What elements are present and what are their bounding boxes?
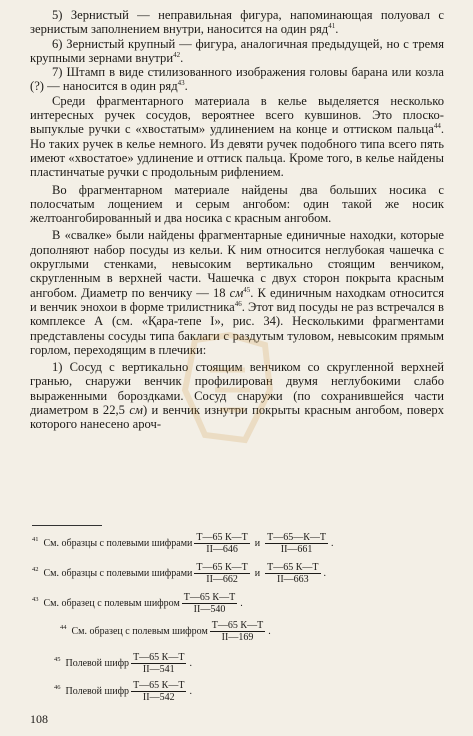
fraction-top: Т—65 К—Т (183, 592, 236, 603)
footnote-number: 43 (32, 596, 39, 603)
footnote-end: . (323, 568, 327, 579)
page-number: 108 (30, 712, 48, 726)
unit-text: см (229, 285, 244, 300)
footnote-label: Полевой шифр (65, 658, 130, 669)
fraction-top: Т—65—К—Т (267, 532, 327, 543)
footnote-43 (32, 592, 243, 615)
field-code-fraction (194, 532, 249, 555)
field-code-fraction (210, 620, 265, 643)
footnote-number: 44 (60, 624, 67, 631)
paragraph-text: 1) Сосуд с вертикально стоящим венчиком со скругленной верхней гранью, снаружи венчик профилирован двумя неглубокими слабо выраженными бороздками. Сосуд снаружи (по сохранившейся части диаметром в 22,5 (30, 360, 444, 418)
footnote-number: 42 (32, 566, 39, 573)
fraction-top: Т—65 К—Т (133, 652, 185, 663)
fraction-bottom: II—646 (206, 544, 238, 555)
field-code-fraction (265, 562, 320, 585)
paragraph-tail: . (184, 79, 188, 94)
footnote-conjunction: и (254, 538, 261, 549)
footnote-end: . (268, 626, 271, 637)
paragraph-tail: . Но таких ручек в келье немного. Из девяти ручек подобного типа всего пять имеют «хвостатое» удлинение и оттиск пальца. Кроме того, в келье найдены пластинчатые ручки с продольным рифлением. (30, 122, 444, 180)
footnote-divider (32, 525, 102, 526)
paragraph-text: 5) Зернистый — неправильная фигура, напоминающая полуовал с зернистым заполнением внутри, наносится на один ряд (30, 8, 444, 37)
footnote-end: . (189, 686, 192, 697)
footnote-number: 45 (54, 656, 61, 663)
footnote-label: См. образец с полевым шифром (43, 598, 180, 609)
paragraph-tail: . К единичным находкам относится и венчик энохои в форме трилистника (30, 285, 444, 314)
field-code-fraction (194, 562, 249, 585)
footnote-46 (54, 680, 192, 703)
footnote-end: . (189, 658, 192, 669)
footnote-end: . (240, 598, 243, 609)
fraction-top: Т—65 К—Т (211, 620, 264, 631)
footnote-number: 41 (32, 536, 39, 543)
field-code-fraction (265, 532, 328, 555)
fraction-bottom: II—663 (277, 574, 309, 585)
paragraph-tail: . Этот вид посуды не раз встречался в комплексе А (см. «Қара-тепе I», рис. 34). Несколькими фрагментами представлены сосуды типа баклаги с раздутым туловом, невысоким прямым горлом, переходящим в плечики: (30, 299, 445, 357)
footnote-ref: 45 (243, 285, 251, 294)
footnote-conjunction: и (254, 568, 261, 579)
paragraph-item-7 (30, 65, 444, 94)
footnote-ref: 43 (177, 79, 185, 88)
footnote-number: 46 (54, 684, 61, 691)
fraction-bottom: II—540 (193, 604, 226, 615)
field-code-fraction (182, 592, 237, 615)
unit-text: см (129, 403, 143, 418)
field-code-fraction (131, 680, 186, 703)
paragraph-handles (30, 94, 444, 180)
paragraph-dump-finds (30, 228, 444, 357)
paragraph-spouts (30, 183, 444, 226)
paragraph-text: В «свалке» были найдены фрагментарные единичные находки, которые дополняют набор посуды из кельи. К ним относится неглубокая чашечка с округлыми стенками, невысоким вертикально стоящим венчиком, скругленным в верхней части. Чашечка с двух сторон покрыта красным ангобом. Диаметр по венчику — 18 (30, 228, 444, 300)
paragraph-item-5 (30, 8, 444, 37)
fraction-bottom: II—169 (221, 632, 254, 643)
footnote-ref: 44 (433, 122, 441, 131)
paragraph-text: 7) Штамп в виде стилизованного изображения головы барана или козла (?) — наносится в один ряд (30, 65, 444, 94)
footnote-42 (32, 562, 326, 585)
fraction-bottom: II—542 (142, 692, 175, 703)
footnote-ref: 46 (234, 299, 242, 308)
footnote-ref: 41 (328, 22, 336, 31)
paragraph-vessel-1 (30, 360, 444, 431)
fraction-top: Т—65 К—Т (196, 562, 248, 573)
footnote-ref: 42 (173, 50, 181, 59)
fraction-bottom: II—662 (206, 574, 238, 585)
fraction-top: Т—65 К—Т (133, 680, 185, 691)
paragraph-tail: . (335, 22, 339, 37)
footnote-label: Полевой шифр (65, 686, 130, 697)
footnote-label: См. образцы с полевыми шифрами (43, 538, 193, 549)
paragraph-text: 6) Зернистый крупный — фигура, аналогичная предыдущей, но с тремя крупными зернами внутри (30, 36, 444, 65)
field-code-fraction (131, 652, 186, 675)
footnote-45 (54, 652, 192, 675)
footnote-label: См. образцы с полевыми шифрами (43, 568, 193, 579)
fraction-bottom: II—541 (142, 664, 175, 675)
footnote-41 (32, 532, 334, 555)
fraction-bottom: II—661 (280, 544, 313, 555)
fraction-top: Т—65 К—Т (267, 562, 319, 573)
footnote-44 (60, 620, 271, 643)
paragraph-text: Во фрагментарном материале найдены два больших носика с полосчатым лощением и серым ангобом: один такой же носик желтоангобированный и два носика с красным ангобом. (30, 182, 444, 226)
footnote-label: См. образец с полевым шифром (71, 626, 208, 637)
paragraph-text: Среди фрагментарного материала в келье выделяется несколько интересных ручек сосудов, вероятнее всего кувшинов. Это плоско-выпуклые ручки с «хвостатым» удлинением на конце и оттиском пальца (30, 93, 444, 137)
footnote-end: . (331, 538, 334, 549)
paragraph-item-6 (30, 37, 444, 66)
main-text (30, 8, 444, 432)
paragraph-tail: ) и венчик изнутри покрыты красным ангобом, поверх которого нанесено ароч- (30, 403, 444, 432)
fraction-top: Т—65 К—Т (196, 532, 248, 543)
paragraph-tail: . (180, 50, 184, 65)
